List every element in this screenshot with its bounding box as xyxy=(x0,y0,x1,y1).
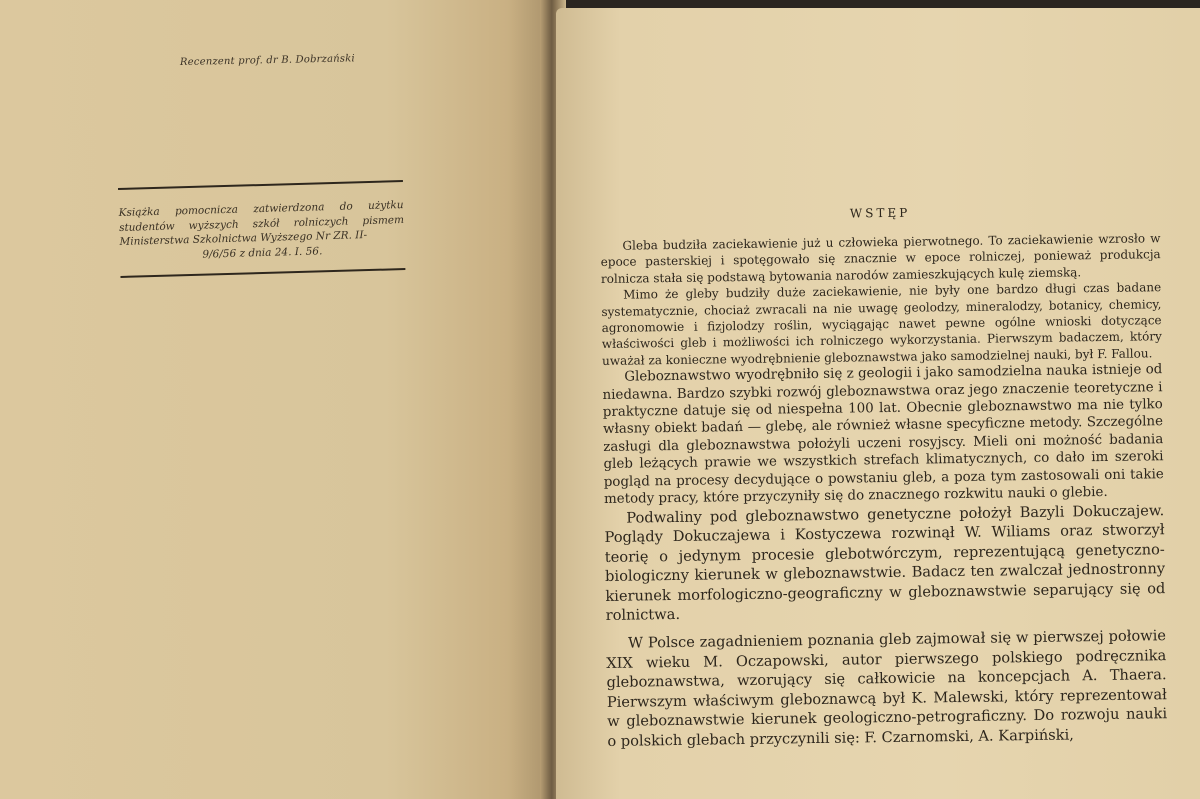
left-page xyxy=(0,0,552,799)
chapter-heading: WSTĘP xyxy=(849,205,911,221)
reviewer-line: Recenzent prof. dr B. Dobrzański xyxy=(179,53,355,68)
paragraph: Mimo że gleby budziły duże zaciekawienie, nie były one bardzo długi czas badane systematycznie, chociaż zwracali na nie uwagę geolodzy, mineralodzy, botanicy, chemicy, agronomowie i fizjolodzy roślin, wyciągając nawet pewne ogólne wnioski dotyczące właściwości gleb i możliwości ich rolniczego wykorzystania. Pierwszym badaczem, który uważał za konieczne wyodrębnienie gleboznawstwa jako samodzielnej nauki, był F. Fallou. xyxy=(601,280,1162,368)
approval-line: Książka pomocnicza zatwierdzona do użytku xyxy=(118,199,404,219)
paragraph: Gleba budziła zaciekawienie już u człowieka pierwotnego. To zaciekawienie wzrosło w epoce pasterskiej i spotęgowało się znacznie w epoce rolniczej, ponieważ produkcja rolnicza stała się podstawą bytowania narodów zamieszkujących kulę ziemską. xyxy=(600,231,1161,286)
right-page-text xyxy=(600,202,1168,751)
approval-line: 9/6/56 z dnia 24. I. 56. xyxy=(202,244,323,261)
approval-notice xyxy=(118,180,405,278)
paragraph: Gleboznawstwo wyodrębniło się z geologii i jako samodzielna nauka istnieje od niedawna. Bardzo szybki rozwój gleboznawstwa oraz jego znaczenie teoretyczne i praktyczne datuje się od niespełna 100 lat. Obecnie gleboznawstwo ma nie tylko własny obiekt badań — glebę, ale również własne specyficzne metody. Szczególne zasługi dla gleboznawstwa położyli uczeni rosyjscy. Mieli oni możność badania gleb leżących prawie we wszystkich strefach klimatycznych, co dało im szeroki pogląd na procesy decydujące o powstaniu gleb, a poza tym zastosowali oni takie metody pracy, które przyczyniły się do znacznego rozkwitu nauki o glebie. xyxy=(602,362,1164,508)
approval-text xyxy=(118,182,405,276)
approval-line: Ministerstwa Szkolnictwa Wyższego Nr ZR. II- xyxy=(119,229,368,248)
paragraph: W Polsce zagadnieniem poznania gleb zajmował się w pierwszej połowie XIX wieku M. Oczapowski, autor pierwszego polskiego podręcznika gleboznawstwa, wzorujący się całkowicie na koncepcjach A. Thaera. Pierwszym właściwym gleboznawcą był K. Malewski, który reprezentował w gleboznawstwie kierunek geologiczno-petrograficzny. Do rozwoju nauki o polskich glebach przyczynili się: F. Czarnomski, A. Karpiński, xyxy=(606,627,1168,750)
approval-line: studentów wyższych szkół rolniczych pismem xyxy=(118,213,405,234)
paragraph: Podwaliny pod gleboznawstwo genetyczne położył Bazyli Dokuczajew. Poglądy Dokuczajewa i Kostyczewa rozwinął W. Wiliams oraz stworzył teorię o jedynym procesie glebotwórczym, reprezentującą genetyczno-biologiczny kierunek w gleboznawstwie. Badacz ten zwalczał jednostronny kierunek morfologiczno-geograficzny w gleboznawstwie separujący się od rolnictwa. xyxy=(604,501,1166,625)
